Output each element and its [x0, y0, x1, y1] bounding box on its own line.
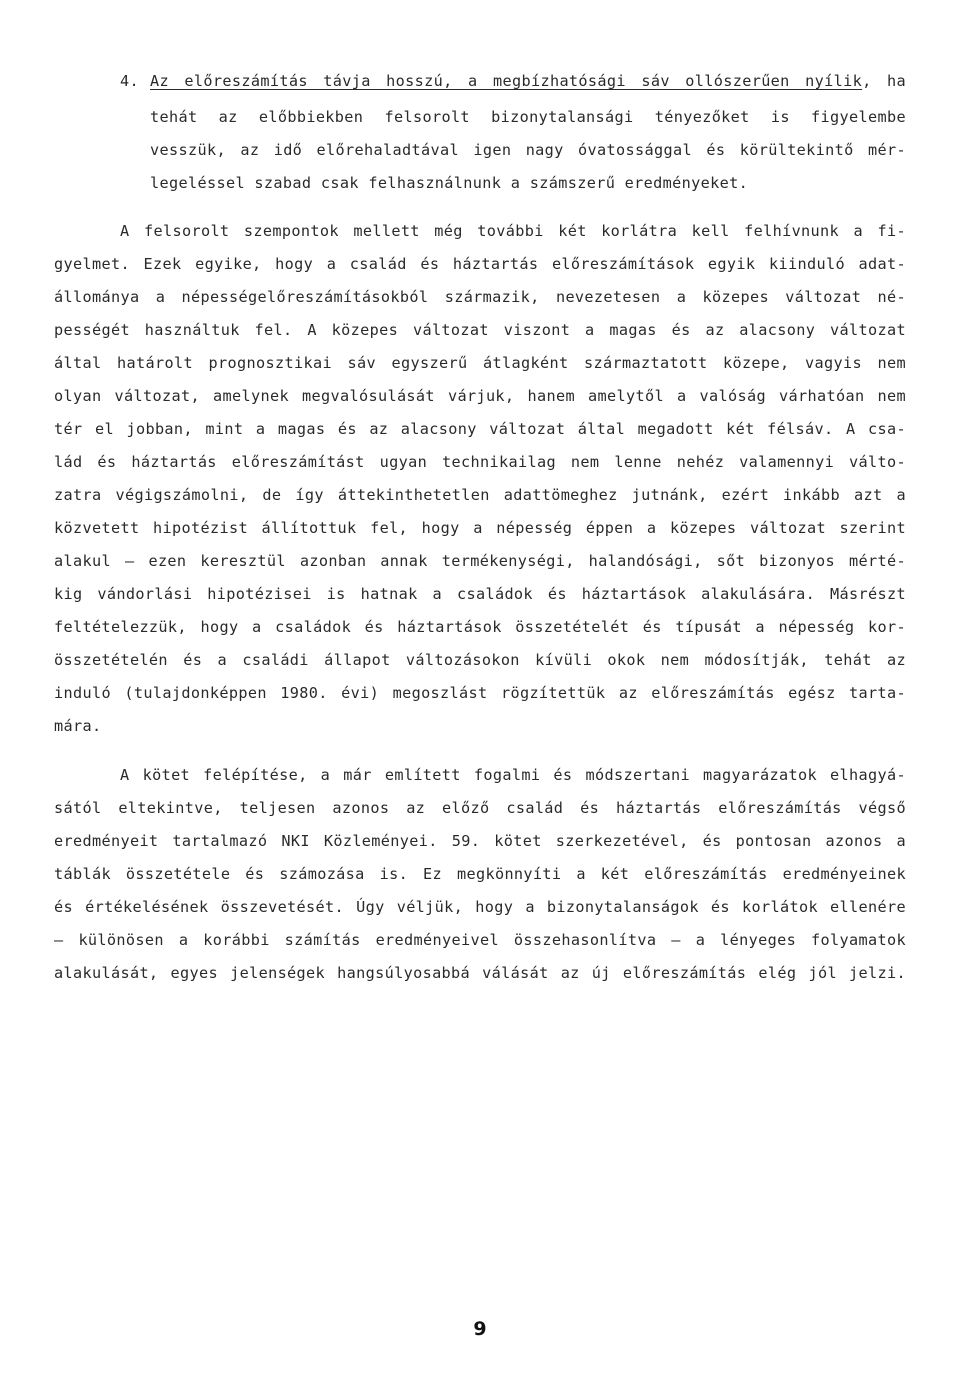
paragraph-line: közvetett hipotézist állítottuk fel, hogy a népesség éppen a közepes változat szerint	[54, 519, 906, 537]
paragraph-line: A felsorolt szempontok mellett még további két korlátra kell felhívnunk a fi-	[120, 222, 906, 240]
paragraph-line: alakulását, egyes jelenségek hangsúlyosabbá válását az új előreszámítás elég jól jelzi.	[54, 964, 906, 982]
paragraph-line: mára.	[54, 717, 102, 735]
paragraph-line: sától eltekintve, teljesen azonos az előző család és háztartás előreszámítás végső	[54, 799, 906, 817]
paragraph-line: táblák összetétele és számozása is. Ez megkönnyíti a két előreszámítás eredményeinek	[54, 865, 906, 883]
section-first-line	[150, 68, 906, 94]
paragraph-line: összetételén és a családi állapot változásokon kívüli okok nem módosítják, tehát az	[54, 651, 906, 669]
paragraph-line: kig vándorlási hipotézisei is hatnak a családok és háztartások alakulására. Másrészt	[54, 585, 906, 603]
paragraph-line: A kötet felépítése, a már említett fogalmi és módszertani magyarázatok elhagyá-	[120, 766, 906, 784]
paragraph-line: – különösen a korábbi számítás eredményeivel összehasonlítva – a lényeges folyamatok	[54, 931, 906, 949]
paragraph-line: és értékelésének összevetését. Úgy véljük, hogy a bizonytalanságok és korlátok ellenére	[54, 898, 906, 916]
section-lead-underlined: Az előreszámítás távja hosszú, a megbízhatósági sáv ollószerűen nyílik	[150, 72, 863, 90]
paragraph-line: állománya a népességelőreszámításokból származik, nevezetesen a közepes változat né-	[54, 288, 906, 306]
section-line: tehát az előbbiekben felsorolt bizonytalansági tényezőket is figyelembe	[150, 108, 906, 126]
section-line: legeléssel szabad csak felhasználnunk a számszerű eredményeket.	[150, 174, 749, 192]
section-number: 4.	[120, 72, 139, 90]
paragraph-line: feltételezzük, hogy a családok és háztartások összetételét és típusát a népesség kor-	[54, 618, 906, 636]
section-line: vesszük, az idő előrehaladtával igen nagy óvatossággal és körültekintő mér-	[150, 141, 906, 159]
paragraph-line: tér el jobban, mint a magas és az alacsony változat által megadott két félsáv. A csa-	[54, 420, 906, 438]
section-lead-rest: , ha	[862, 72, 906, 90]
paragraph-line: induló (tulajdonképpen 1980. évi) megoszlást rögzítettük az előreszámítás egész tarta-	[54, 684, 906, 702]
paragraph-line: zatra végigszámolni, de így áttekinthetetlen adattömeghez jutnánk, ezért inkább azt a	[54, 486, 906, 504]
paragraph-line: gyelmet. Ezek egyike, hogy a család és háztartás előreszámítások egyik kiinduló adat-	[54, 255, 906, 273]
paragraph-line: lád és háztartás előreszámítást ugyan technikailag nem lenne nehéz valamennyi válto-	[54, 453, 906, 471]
paragraph-line: eredményeit tartalmazó NKI Közleményei. 59. kötet szerkezetével, és pontosan azonos a	[54, 832, 906, 850]
paragraph-line: olyan változat, amelynek megvalósulását várjuk, hanem amelytől a valóság várhatóan nem	[54, 387, 906, 405]
paragraph-line: által határolt prognosztikai sáv egyszerű átlagként származtatott közepe, vagyis nem	[54, 354, 906, 372]
paragraph-line: alakul – ezen keresztül azonban annak termékenységi, halandósági, sőt bizonyos mérté-	[54, 552, 906, 570]
paragraph-line: pességét használtuk fel. A közepes változat viszont a magas és az alacsony változat	[54, 321, 906, 339]
page-number: 9	[473, 1318, 487, 1340]
